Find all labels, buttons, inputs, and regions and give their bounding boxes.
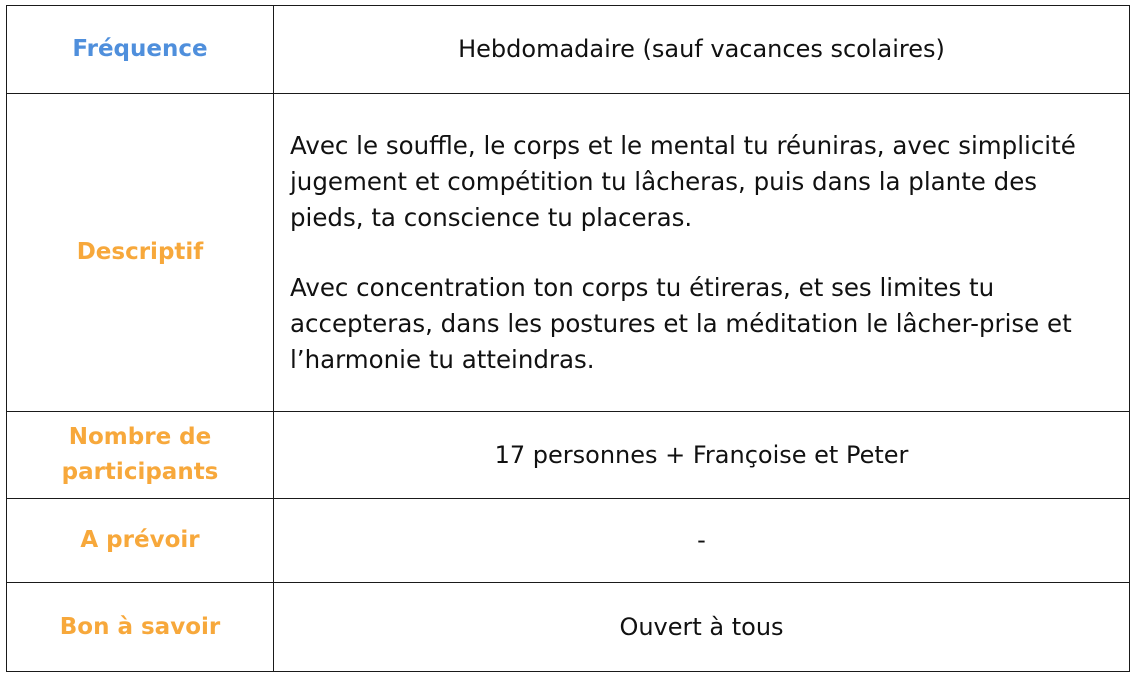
row-frequence bbox=[7, 6, 1130, 94]
value-frequence: Hebdomadaire (sauf vacances scolaires) bbox=[274, 6, 1130, 94]
label-participants: Nombre de participants bbox=[7, 412, 274, 499]
row-a-prevoir bbox=[7, 499, 1130, 583]
label-descriptif: Descriptif bbox=[7, 94, 274, 412]
row-participants bbox=[7, 412, 1130, 499]
value-participants: 17 personnes + Françoise et Peter bbox=[274, 412, 1130, 499]
label-frequence: Fréquence bbox=[7, 6, 274, 94]
descriptif-paragraph-2: Avec concentration ton corps tu étireras, et ses limites tu accepteras, dans les postures et la méditation le lâcher-prise et l’harmonie tu atteindras. bbox=[290, 272, 1072, 374]
row-bon-a-savoir bbox=[7, 583, 1130, 672]
info-table bbox=[6, 5, 1130, 672]
descriptif-paragraph-1: Avec le souffle, le corps et le mental tu réuniras, avec simplicité jugement et compétition tu lâcheras, puis dans la plante des pieds, ta conscience tu placeras. bbox=[290, 130, 1076, 232]
value-descriptif bbox=[274, 94, 1130, 412]
row-descriptif bbox=[7, 94, 1130, 412]
value-a-prevoir: - bbox=[274, 499, 1130, 583]
label-bon-a-savoir: Bon à savoir bbox=[7, 583, 274, 672]
value-bon-a-savoir: Ouvert à tous bbox=[274, 583, 1130, 672]
label-a-prevoir: A prévoir bbox=[7, 499, 274, 583]
